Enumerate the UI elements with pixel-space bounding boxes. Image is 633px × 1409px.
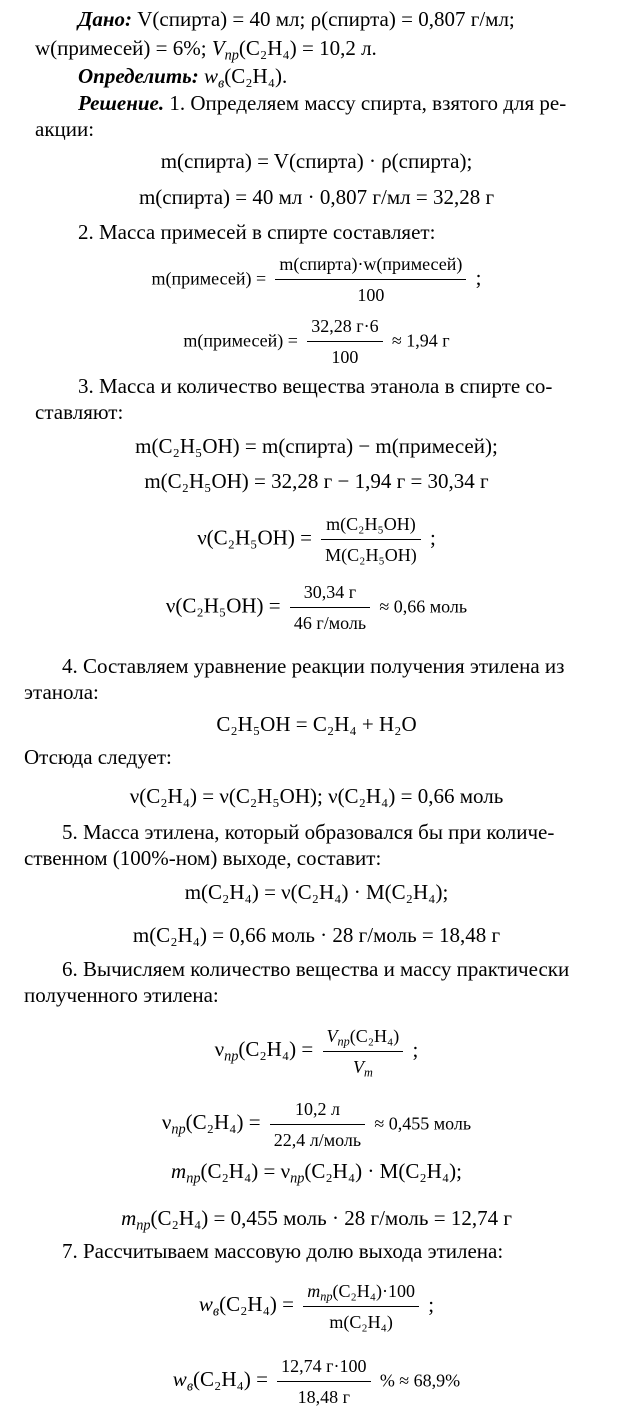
equation-10: ν(C₂H₄) = ν(C₂H₅OH); ν(C₂H₄) = 0,66 моль bbox=[129, 784, 504, 808]
given-volume-density: V(спирта) = 40 мл; ρ(спирта) = 0,807 г/мл; bbox=[137, 7, 515, 31]
fraction: $\frac{10,2 л}{\text{22,4 л/моль}}$ bbox=[270, 1097, 365, 1152]
step-3-line-a: 3. Масса и количество вещества этанола в спирте со- bbox=[78, 374, 553, 398]
step-4-line-a: 4. Составляем уравнение реакции получения этилена из bbox=[62, 654, 565, 678]
equation-7: ν(C₂H₅OH) = $\frac{\text{m(C₂H₅OH)}}{\text{M(C₂H₅OH)}}$ ; bbox=[197, 514, 436, 565]
equation-9: C₂H₅OH = C₂H₄ + H₂O bbox=[216, 712, 417, 736]
follows-line: Отсюда следует: bbox=[24, 745, 172, 769]
equation-3: m(примесей) = $\frac{\text{m(спирта)·w(примесей)}}{100}$ ; bbox=[151, 254, 482, 305]
solution-title: Решение. bbox=[78, 91, 165, 115]
equation-1: m(спирта) = V(спирта) · ρ(спирта); bbox=[160, 149, 473, 173]
fraction: $\frac{\text{m(спирта)·w(примесей)}}{100}$ bbox=[275, 252, 466, 307]
given-line-2: w(примесей) = 6%; $V_{пр}(C_2H_4) = 10,2$ л. bbox=[35, 36, 377, 64]
equation-2: m(спирта) = 40 мл · 0,807 г/мл = 32,28 г bbox=[138, 185, 495, 209]
determine-line: Определить: $w_в(C_2H_4)$. bbox=[78, 64, 288, 92]
equation-6: m(C₂H₅OH) = 32,28 г − 1,94 г = 30,34 г bbox=[144, 469, 489, 493]
equation-16: $m_{пр}(C_2H_4) = 0,455$ моль · 28 г/моль = 12,74 г bbox=[121, 1206, 512, 1234]
determine-title: Определить: bbox=[78, 64, 199, 88]
step-1-line-b: акции: bbox=[35, 117, 95, 141]
fraction: $\frac{30,34 г}{\text{46 г/моль}}$ bbox=[290, 580, 370, 635]
given-line-1 bbox=[78, 7, 515, 31]
step-1-line-a: Решение. 1. Определяем массу спирта, взятого для ре- bbox=[78, 91, 567, 115]
step-5-line-a: 5. Масса этилена, который образовался бы при количе- bbox=[62, 820, 555, 844]
step-4-line-b: этанола: bbox=[24, 680, 99, 704]
fraction: $\frac{\text{m(C₂H₅OH)}}{\text{M(C₂H₅OH)}}$ bbox=[321, 512, 421, 567]
equation-17: $w_в(C_2H_4)$ = $\frac{m_{пр}(C_2H_4)\cdot 100}{\text{m(C₂H₄)}}$ ; bbox=[198, 1281, 435, 1332]
given-ethylene-volume: (C₂H₄) = 10,2 л. bbox=[238, 36, 377, 60]
equation-5: m(C₂H₅OH) = m(спирта) − m(примесей); bbox=[135, 434, 498, 458]
step-7-line: 7. Рассчитываем массовую долю выхода этилена: bbox=[62, 1239, 504, 1263]
fraction: $\frac{12,74 г\cdot 100}{18,48 г}$ bbox=[277, 1354, 370, 1409]
equation-11: m(C₂H₄) = ν(C₂H₄) · M(C₂H₄); bbox=[184, 880, 449, 904]
step-5-line-b: ственном (100%-ном) выходе, составит: bbox=[24, 846, 382, 870]
equation-8: ν(C₂H₅OH) = $\frac{30,34 г}{\text{46 г/моль}}$ ≈ 0,66 моль bbox=[165, 582, 468, 633]
equation-14: $\nu_{пр}(C_2H_4)$ = $\frac{10,2 л}{\text{22,4 л/моль}}$ ≈ 0,455 моль bbox=[161, 1099, 472, 1150]
fraction: $\frac{32,28 г\cdot 6}{100}$ bbox=[307, 314, 382, 369]
equation-13: $\nu_{пр}(C_2H_4)$ = $\frac{V_{пр}(C_2H_4)}{V_m}$ ; bbox=[214, 1026, 419, 1080]
given-title: Дано: bbox=[78, 7, 132, 31]
step-6-line-b: полученного этилена: bbox=[24, 983, 219, 1007]
equation-15: $m_{пр}(C_2H_4) = \nu_{пр}(C_2H_4) \cdot M(C_2H_4)$; bbox=[171, 1159, 462, 1187]
equation-4: m(примесей) = $\frac{32,28 г\cdot 6}{100}$ ≈ 1,94 г bbox=[183, 316, 450, 367]
fraction: $\frac{V_{пр}(C_2H_4)}{V_m}$ bbox=[323, 1024, 404, 1079]
equation-12: m(C₂H₄) = 0,66 моль · 28 г/моль = 18,48 г bbox=[132, 923, 501, 947]
step-2-line: 2. Масса примесей в спирте составляет: bbox=[78, 220, 436, 244]
step-6-line-a: 6. Вычисляем количество вещества и массу практически bbox=[62, 957, 570, 981]
equation-18: $w_в(C_2H_4)$ = $\frac{12,74 г\cdot 100}{18,48 г}$ % ≈ 68,9% bbox=[172, 1356, 461, 1407]
given-impurity: w(примесей) = 6%; bbox=[35, 36, 207, 60]
step-3-line-b: ставляют: bbox=[35, 400, 124, 424]
fraction: $\frac{m_{пр}(C_2H_4)\cdot 100}{\text{m(C₂H₄)}}$ bbox=[303, 1279, 419, 1334]
